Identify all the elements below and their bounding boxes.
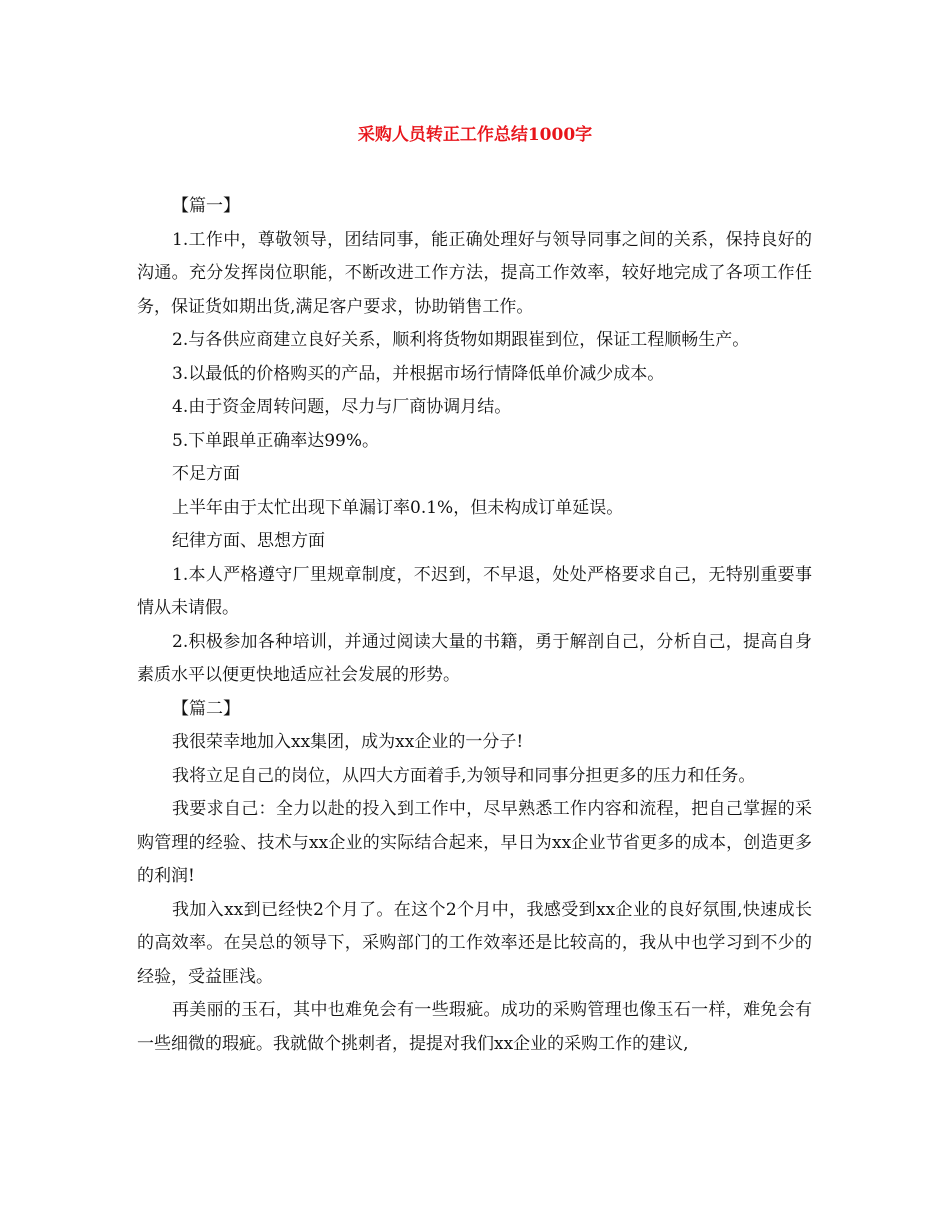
paragraph: 我将立足自己的岗位，从四大方面着手,为领导和同事分担更多的压力和任务。 [172,765,756,786]
section-heading: 【篇一】 [172,196,240,216]
paragraph: 2.积极参加各种培训，并通过阅读大量的书籍，勇于解剖自己，分析自己，提高自身素质水平以便更快地适应社会发展的形势。 [137,631,812,685]
document-body [137,190,812,1061]
paragraph: 我很荣幸地加入xx集团，成为xx企业的一分子! [172,732,524,752]
paragraph: 我加入xx到已经快2个月了。在这个2个月中，我感受到xx企业的良好氛围,快速成长的高效率。在吴总的领导下，采购部门的工作效率还是比较高的，我从中也学习到不少的经验，受益匪浅。 [137,899,812,987]
section-heading: 【篇二】 [172,698,240,719]
paragraph: 纪律方面、思想方面 [172,531,325,551]
paragraph: 1.本人严格遵守厂里规章制度，不迟到，不早退，处处严格要求自己，无特别重要事情从未请假。 [137,564,812,618]
paragraph: 3.以最低的价格购买的产品，并根据市场行情降低单价减少成本。 [172,363,665,384]
document-title: 采购人员转正工作总结1000字 [357,125,593,145]
paragraph: 4.由于资金周转问题，尽力与厂商协调月结。 [172,397,512,417]
paragraph: 2.与各供应商建立良好关系，顺利将货物如期跟崔到位，保证工程顺畅生产。 [172,330,750,350]
paragraph: 上半年由于太忙出现下单漏订率0.1%，但未构成订单延误。 [172,497,624,518]
paragraph: 1.工作中，尊敬领导，团结同事，能正确处理好与领导同事之间的关系，保持良好的沟通。充分发挥岗位职能，不断改进工作方法，提高工作效率，较好地完成了各项工作任务，保证货如期出货,满足客户要求，协助销售工作。 [137,229,812,317]
paragraph: 再美丽的玉石，其中也难免会有一些瑕疵。成功的采购管理也像玉石一样，难免会有一些细微的瑕疵。我就做个挑刺者，提提对我们xx企业的采购工作的建议, [137,1000,812,1054]
paragraph: 5.下单跟单正确率达99%。 [172,430,380,451]
paragraph: 我要求自己：全力以赴的投入到工作中，尽早熟悉工作内容和流程，把自己掌握的采购管理的经验、技术与xx企业的实际结合起来，早日为xx企业节省更多的成本，创造更多的利润! [137,799,812,886]
paragraph: 不足方面 [172,464,240,484]
